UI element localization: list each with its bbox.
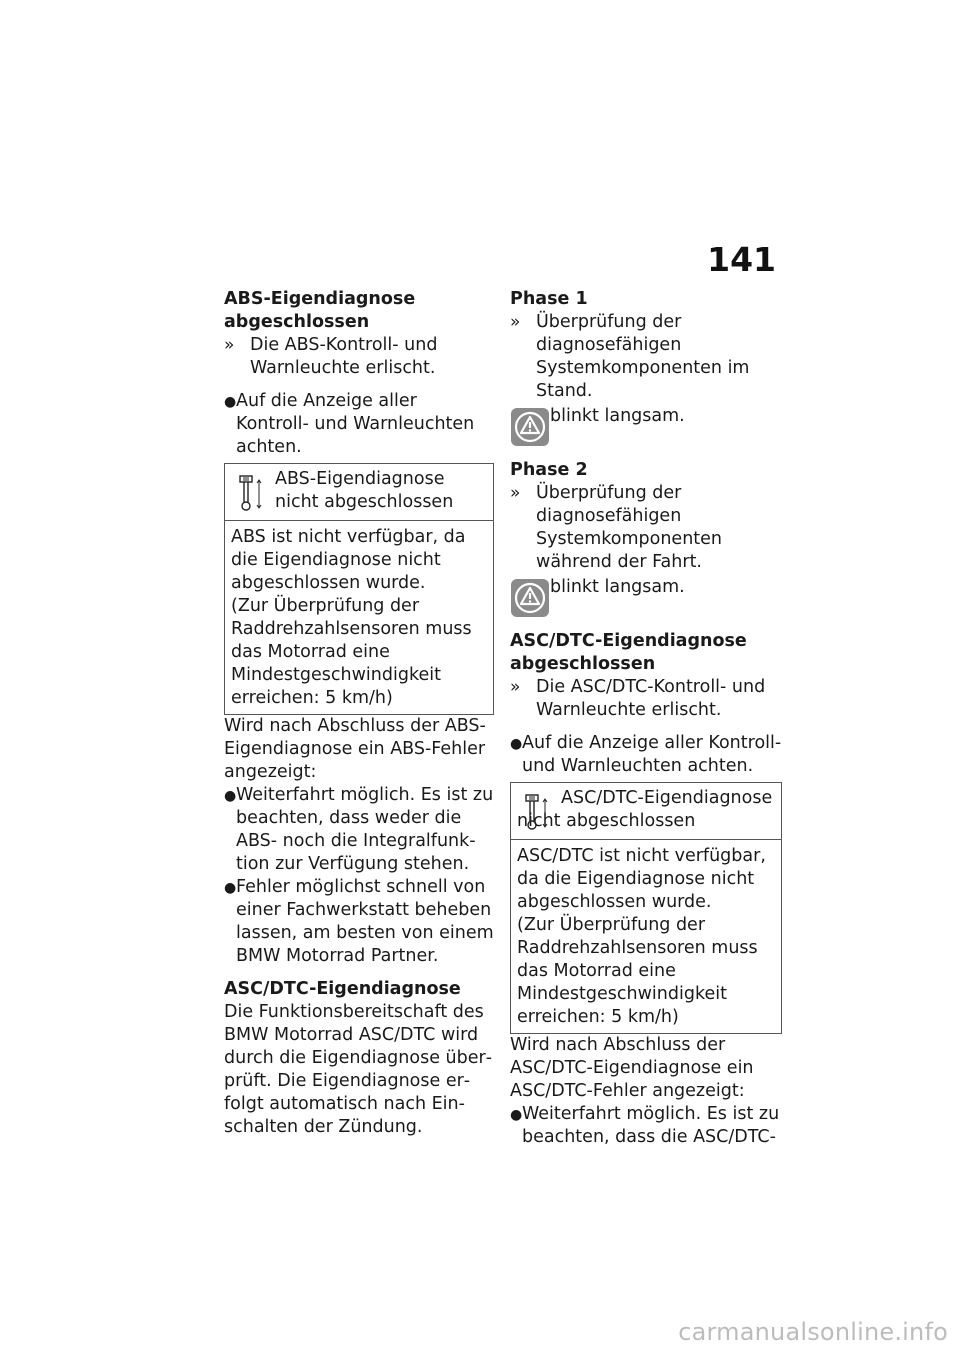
result-marker: » bbox=[510, 483, 521, 503]
abs-done-heading-line2: abgeschlossen bbox=[224, 312, 370, 332]
bullet-marker: ● bbox=[224, 788, 237, 804]
page-number: 141 bbox=[707, 240, 776, 279]
asc-intro-text: Die Funktionsbereitschaft des BMW Motorrad ASC/DTC wird durch die Eigendiagnose überprüft. Die Eigendiagnose erfolgt automatisch nach Einschalten der Zündung. bbox=[224, 1002, 493, 1137]
result-marker: » bbox=[510, 677, 521, 697]
phase2-result-text: Überprüfung der diagnosefähigen Systemkomponenten während der Fahrt. bbox=[536, 483, 723, 572]
general-warning-light-icon bbox=[510, 578, 550, 618]
gauge-spec-icon bbox=[523, 793, 549, 831]
result-marker: » bbox=[510, 312, 521, 332]
box-body-text: (Zur Überprüfung der Raddrehzahlsensoren muss das Motorrad eine Mindestgeschwindigkeit erreichen: 5 km/h) bbox=[517, 915, 758, 1027]
general-warning-light-icon bbox=[510, 407, 550, 447]
phase1-heading: Phase 1 bbox=[510, 289, 588, 309]
phase2-blink-text: blinkt langsam. bbox=[550, 577, 685, 597]
box-body-text: (Zur Überprüfung der Raddrehzahlsensoren muss das Motorrad eine Mindestgeschwindigkeit erreichen: 5 km/h) bbox=[231, 596, 472, 708]
abs-error-intro: Wird nach Abschluss der ABS-Eigendiagnose ein ABS-Fehler angezeigt: bbox=[224, 716, 486, 782]
phase1-blink-text: blinkt langsam. bbox=[550, 406, 685, 426]
bullet-item bbox=[224, 390, 494, 459]
result-item bbox=[510, 311, 782, 403]
asc-not-done-box bbox=[510, 782, 782, 1034]
asc-error-bullet-text: Weiterfahrt möglich. Es ist zu beachten, dass die ASC/DTC- bbox=[522, 1104, 780, 1147]
box-body-text: ABS ist nicht verfügbar, da die Eigendiagnose nicht abgeschlossen wurde. bbox=[231, 527, 466, 593]
asc-heading: ASC/DTC-Eigendiagnose bbox=[224, 979, 461, 999]
box-body bbox=[511, 840, 781, 1033]
asc-done-heading-line1: ASC/DTC-Eigendiagnose bbox=[510, 631, 747, 651]
asc-error-intro: Wird nach Abschluss der ASC/DTC-Eigendiagnose ein ASC/DTC-Fehler angezeigt: bbox=[510, 1035, 754, 1101]
right-column bbox=[510, 288, 782, 1149]
box-title: ABS-Eigendiagnose nicht abgeschlossen bbox=[275, 469, 454, 512]
box-header bbox=[511, 783, 781, 840]
result-item bbox=[510, 482, 782, 574]
bullet-item bbox=[224, 784, 494, 876]
left-column bbox=[224, 288, 494, 1139]
abs-done-heading-line1: ABS-Eigendiagnose bbox=[224, 289, 416, 309]
bullet-item bbox=[510, 732, 782, 778]
abs-error-bullet-text: Fehler möglichst schnell von einer Fachwerkstatt beheben lassen, am besten von einem BMW Motorrad Partner. bbox=[236, 877, 494, 966]
box-body-text: ASC/DTC ist nicht verfügbar, da die Eigendiagnose nicht abgeschlossen wurde. bbox=[517, 846, 766, 912]
phase2-warning-line bbox=[510, 576, 782, 620]
phase1-result-text: Überprüfung der diagnosefähigen Systemkomponenten im Stand. bbox=[536, 312, 750, 401]
phase1-warning-line bbox=[510, 405, 782, 449]
gauge-spec-icon bbox=[237, 474, 263, 512]
abs-done-bullet-text: Auf die Anzeige aller Kontroll- und Warnleuchten achten. bbox=[236, 391, 475, 457]
box-header bbox=[225, 464, 493, 521]
watermark-link[interactable]: carmanualsonline.info bbox=[678, 1318, 948, 1346]
result-item bbox=[224, 334, 494, 380]
abs-not-done-box bbox=[224, 463, 494, 715]
bullet-marker: ● bbox=[510, 1107, 523, 1123]
result-marker: » bbox=[224, 335, 235, 355]
asc-done-heading bbox=[510, 630, 782, 676]
bullet-marker: ● bbox=[224, 394, 237, 410]
box-body bbox=[225, 521, 493, 714]
phase2-heading: Phase 2 bbox=[510, 460, 588, 480]
bullet-item bbox=[224, 876, 494, 968]
bullet-marker: ● bbox=[510, 736, 523, 752]
abs-error-bullet-text: Weiterfahrt möglich. Es ist zu beachten, dass weder die ABS- noch die Integralfunktion zur Verfügung stehen. bbox=[236, 785, 494, 874]
box-title: ASC/DTC-Eigendiagnose nicht abgeschlossen bbox=[517, 788, 773, 831]
abs-done-heading bbox=[224, 288, 494, 334]
asc-done-bullet-text: Auf die Anzeige aller Kontroll- und Warnleuchten achten. bbox=[522, 733, 782, 776]
abs-done-result-text: Die ABS-Kontroll- und Warnleuchte erlischt. bbox=[250, 335, 438, 378]
bullet-marker: ● bbox=[224, 880, 237, 896]
asc-done-heading-line2: abgeschlossen bbox=[510, 654, 656, 674]
asc-done-result-text: Die ASC/DTC-Kontroll- und Warnleuchte erlischt. bbox=[536, 677, 766, 720]
result-item bbox=[510, 676, 782, 722]
bullet-item bbox=[510, 1103, 782, 1149]
